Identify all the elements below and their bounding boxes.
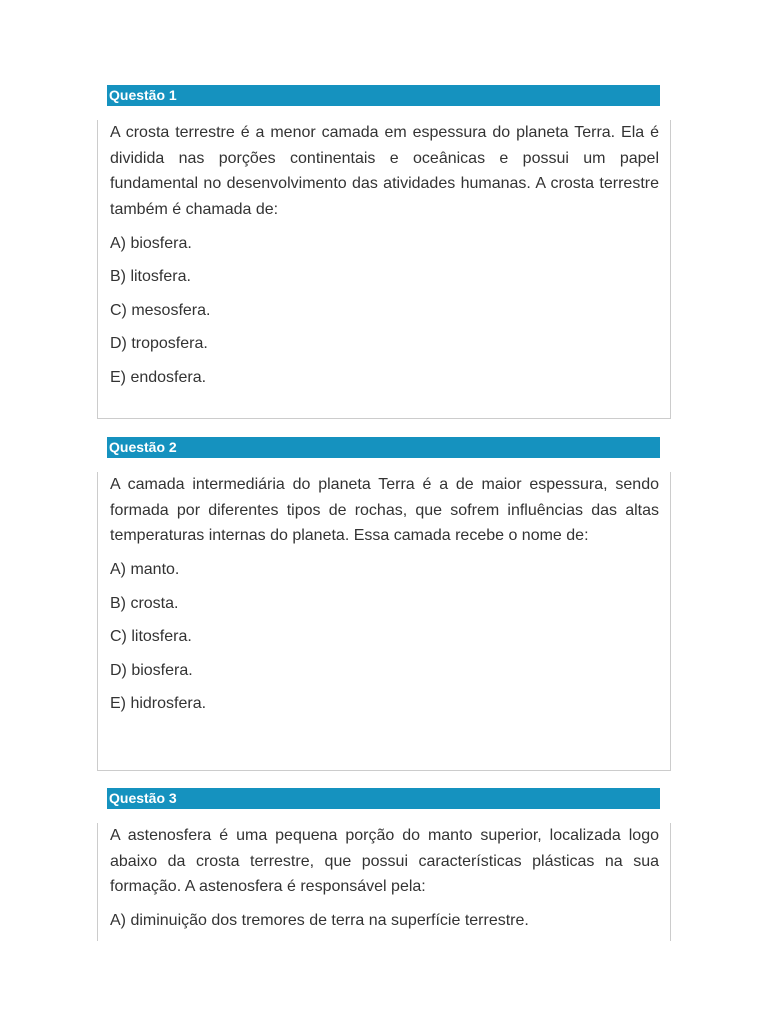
answer-option-e: E) hidrosfera. (110, 695, 207, 713)
answer-options (110, 557, 659, 716)
answer-option-a: A) manto. (110, 561, 180, 579)
answer-option-b: B) crosta. (110, 594, 179, 612)
question-title: Questão 2 (107, 437, 660, 458)
question-text: A crosta terrestre é a menor camada em espessura do planeta Terra. Ela é dividida nas porções continentais e oceânicas e possui um papel fundamental no desenvolvimento das atividades humanas. A crosta terrestre também é chamada de: (110, 124, 659, 218)
question-1 (97, 85, 671, 419)
question-body (97, 472, 671, 771)
answer-options (110, 908, 659, 933)
answer-option-c: C) mesosfera. (110, 301, 211, 319)
answer-option-a: A) diminuição dos tremores de terra na superfície terrestre. (110, 912, 529, 930)
question-title: Questão 1 (107, 85, 660, 106)
answer-option-a: A) biosfera. (110, 234, 192, 252)
question-body (97, 823, 671, 941)
answer-option-d: D) troposfera. (110, 335, 208, 353)
question-title: Questão 3 (107, 788, 660, 809)
question-text: A camada intermediária do planeta Terra é a de maior espessura, sendo formada por diferentes tipos de rochas, que sofrem influências das altas temperaturas internas do planeta. Essa camada recebe o nome de: (110, 476, 659, 544)
question-3 (97, 788, 671, 941)
question-2 (97, 437, 671, 771)
answer-option-c: C) litosfera. (110, 628, 192, 646)
answer-option-d: D) biosfera. (110, 661, 193, 679)
question-body (97, 120, 671, 419)
answer-option-e: E) endosfera. (110, 368, 207, 386)
question-text: A astenosfera é uma pequena porção do manto superior, localizada logo abaixo da crosta terrestre, que possui características plásticas na sua formação. A astenosfera é responsável pela: (110, 827, 659, 895)
answer-option-b: B) litosfera. (110, 268, 191, 286)
answer-options (110, 231, 659, 390)
